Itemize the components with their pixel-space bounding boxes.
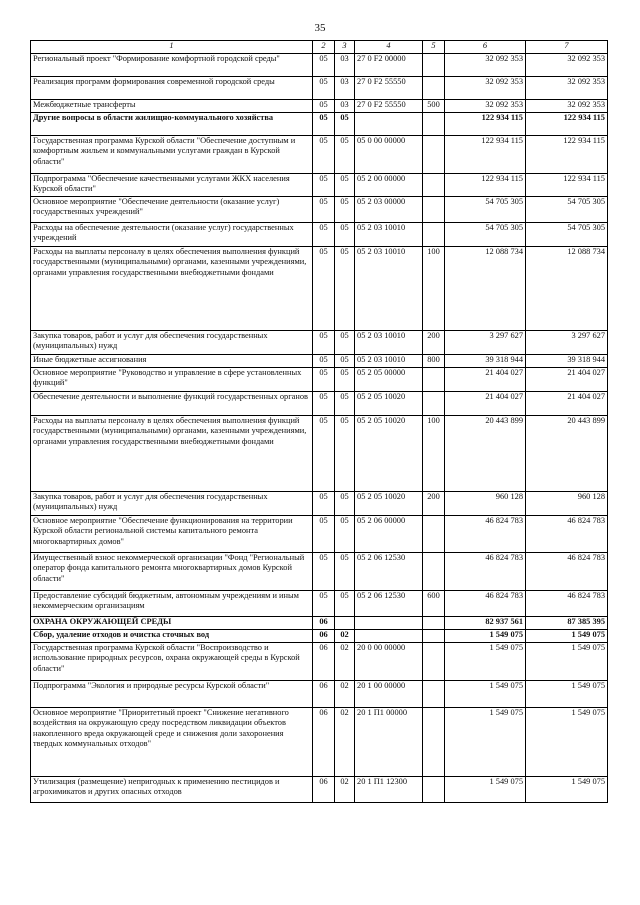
item-name-cell: Имущественный взнос некоммерческой организации "Фонд "Региональный оператор фонда капитального ремонта многоквартирных домов Курской области" [31,553,313,591]
table-row [31,777,608,803]
amount-year-1-cell: 1 549 075 [445,708,526,777]
subsection-code-cell: 05 [335,174,355,197]
amount-year-2-cell: 20 443 899 [526,416,608,492]
table-row [31,355,608,368]
section-code-cell: 05 [313,416,335,492]
section-code-cell: 05 [313,197,335,223]
table-row [31,54,608,77]
expense-type-code-cell [423,136,445,174]
expense-type-code-cell [423,681,445,708]
amount-year-1-cell: 32 092 353 [445,54,526,77]
item-name-cell: Региональный проект "Формирование комфортной городской среды" [31,54,313,77]
subsection-code-cell: 02 [335,630,355,643]
section-code-cell: 05 [313,100,335,113]
section-code-cell: 05 [313,77,335,100]
item-name-cell: Государственная программа Курской области "Воспроизводство и использование природных ресурсов, охрана окружающей среды в Курской области" [31,643,313,681]
amount-year-2-cell: 1 549 075 [526,681,608,708]
section-code-cell: 05 [313,223,335,247]
amount-year-2-cell: 21 404 027 [526,368,608,392]
expense-type-code-cell [423,516,445,553]
section-code-cell: 05 [313,516,335,553]
item-name-cell: Утилизация (размещение) непригодных к применению пестицидов и агрохимикатов и других опасных отходов [31,777,313,803]
item-name-cell: Основное мероприятие "Приоритетный проект "Снижение негативного воздействия на окружающую среду посредством ликвидации объектов накопленного вреда окружающей среде и снижения доли захоронения твердых коммунальных отходов" [31,708,313,777]
target-article-code-cell: 05 2 06 12530 [355,591,423,617]
section-code-cell: 05 [313,113,335,136]
target-article-code-cell: 27 0 F2 55550 [355,100,423,113]
section-code-cell: 06 [313,708,335,777]
expense-type-code-cell: 800 [423,355,445,368]
section-code-cell: 05 [313,392,335,416]
item-name-cell: Закупка товаров, работ и услуг для обеспечения государственных (муниципальных) нужд [31,492,313,516]
section-code-cell: 05 [313,331,335,355]
target-article-code-cell: 20 1 П1 00000 [355,708,423,777]
amount-year-1-cell: 1 549 075 [445,630,526,643]
table-row [31,100,608,113]
target-article-code-cell: 05 2 05 10020 [355,416,423,492]
section-code-cell: 05 [313,247,335,331]
amount-year-1-cell: 1 549 075 [445,643,526,681]
table-row [31,681,608,708]
subsection-code-cell: 02 [335,708,355,777]
item-name-cell: Сбор, удаление отходов и очистка сточных вод [31,630,313,643]
expense-type-code-cell [423,77,445,100]
target-article-code-cell: 05 2 05 10020 [355,492,423,516]
target-article-code-cell: 05 2 03 10010 [355,355,423,368]
column-header: 4 [355,41,423,54]
table-row [31,516,608,553]
expense-type-code-cell: 200 [423,331,445,355]
subsection-code-cell: 05 [335,223,355,247]
table-row [31,392,608,416]
table-row [31,77,608,100]
table-row [31,643,608,681]
item-name-cell: Иные бюджетные ассигнования [31,355,313,368]
amount-year-1-cell: 39 318 944 [445,355,526,368]
subsection-code-cell: 05 [335,113,355,136]
column-header: 6 [445,41,526,54]
target-article-code-cell: 05 0 00 00000 [355,136,423,174]
amount-year-1-cell: 3 297 627 [445,331,526,355]
section-code-cell: 06 [313,681,335,708]
subsection-code-cell: 02 [335,777,355,803]
expense-type-code-cell: 600 [423,591,445,617]
header-row [31,41,608,54]
item-name-cell: Предоставление субсидий бюджетным, автономным учреждениям и иным некоммерческим организациям [31,591,313,617]
item-name-cell: Расходы на выплаты персоналу в целях обеспечения выполнения функций государственными (муниципальными) органами, казенными учреждениями, органами управления государственными внебюджетными фондами [31,247,313,331]
amount-year-1-cell: 32 092 353 [445,77,526,100]
target-article-code-cell [355,617,423,630]
subsection-code-cell: 05 [335,136,355,174]
target-article-code-cell: 20 0 00 00000 [355,643,423,681]
section-code-cell: 05 [313,492,335,516]
item-name-cell: Межбюджетные трансферты [31,100,313,113]
section-code-cell: 05 [313,136,335,174]
section-code-cell: 05 [313,54,335,77]
expense-type-code-cell [423,113,445,136]
expense-type-code-cell [423,777,445,803]
expense-type-code-cell [423,630,445,643]
subsection-code-cell: 05 [335,492,355,516]
section-code-cell: 06 [313,777,335,803]
amount-year-1-cell: 1 549 075 [445,777,526,803]
amount-year-1-cell: 46 824 783 [445,591,526,617]
amount-year-2-cell: 960 128 [526,492,608,516]
column-header: 5 [423,41,445,54]
item-name-cell: Обеспечение деятельности и выполнение функций государственных органов [31,392,313,416]
amount-year-2-cell: 122 934 115 [526,174,608,197]
column-header: 2 [313,41,335,54]
expense-type-code-cell: 100 [423,247,445,331]
section-code-cell: 05 [313,174,335,197]
table-row [31,416,608,492]
subsection-code-cell: 03 [335,77,355,100]
expense-type-code-cell [423,392,445,416]
amount-year-1-cell: 122 934 115 [445,136,526,174]
subsection-code-cell: 05 [335,416,355,492]
item-name-cell: Расходы на обеспечение деятельности (оказание услуг) государственных учреждений [31,223,313,247]
amount-year-2-cell: 46 824 783 [526,516,608,553]
table-row [31,223,608,247]
amount-year-2-cell: 122 934 115 [526,113,608,136]
amount-year-2-cell: 1 549 075 [526,630,608,643]
target-article-code-cell: 05 2 03 10010 [355,331,423,355]
amount-year-2-cell: 32 092 353 [526,100,608,113]
target-article-code-cell: 27 0 F2 00000 [355,54,423,77]
target-article-code-cell: 05 2 00 00000 [355,174,423,197]
target-article-code-cell [355,630,423,643]
section-code-cell: 05 [313,355,335,368]
expense-type-code-cell [423,223,445,247]
item-name-cell: Реализация программ формирования современной городской среды [31,77,313,100]
amount-year-1-cell: 1 549 075 [445,681,526,708]
target-article-code-cell: 05 2 06 00000 [355,516,423,553]
section-code-cell: 06 [313,643,335,681]
amount-year-2-cell: 3 297 627 [526,331,608,355]
section-code-cell: 06 [313,630,335,643]
target-article-code-cell: 20 1 00 00000 [355,681,423,708]
table-row [31,247,608,331]
amount-year-2-cell: 54 705 305 [526,197,608,223]
target-article-code-cell: 05 2 06 12530 [355,553,423,591]
expense-type-code-cell: 100 [423,416,445,492]
subsection-code-cell: 05 [335,591,355,617]
subsection-code-cell: 05 [335,355,355,368]
amount-year-2-cell: 12 088 734 [526,247,608,331]
amount-year-1-cell: 54 705 305 [445,197,526,223]
subsection-code-cell: 05 [335,368,355,392]
target-article-code-cell: 05 2 03 10010 [355,247,423,331]
item-name-cell: Закупка товаров, работ и услуг для обеспечения государственных (муниципальных) нужд [31,331,313,355]
item-name-cell: Другие вопросы в области жилищно-коммунального хозяйства [31,113,313,136]
item-name-cell: Основное мероприятие "Обеспечение функционирования на территории Курской области региональной системы капитального ремонта многоквартирных домов" [31,516,313,553]
amount-year-1-cell: 46 824 783 [445,553,526,591]
subsection-code-cell: 05 [335,392,355,416]
subsection-code-cell [335,617,355,630]
table-row [31,617,608,630]
amount-year-1-cell: 82 937 561 [445,617,526,630]
subsection-code-cell: 05 [335,197,355,223]
page-number: 35 [314,22,326,34]
subsection-code-cell: 05 [335,247,355,331]
target-article-code-cell: 05 2 05 10020 [355,392,423,416]
amount-year-2-cell: 32 092 353 [526,54,608,77]
table-row [31,368,608,392]
amount-year-2-cell: 1 549 075 [526,777,608,803]
amount-year-1-cell: 46 824 783 [445,516,526,553]
amount-year-1-cell: 21 404 027 [445,392,526,416]
table-row [31,708,608,777]
expense-type-code-cell: 200 [423,492,445,516]
table-row [31,174,608,197]
amount-year-1-cell: 32 092 353 [445,100,526,113]
column-header: 1 [31,41,313,54]
subsection-code-cell: 05 [335,516,355,553]
item-name-cell: Расходы на выплаты персоналу в целях обеспечения выполнения функций государственными (муниципальными) органами, казенными учреждениями, органами управления государственными внебюджетными фондами [31,416,313,492]
subsection-code-cell: 05 [335,553,355,591]
amount-year-2-cell: 87 385 395 [526,617,608,630]
amount-year-2-cell: 46 824 783 [526,591,608,617]
amount-year-1-cell: 12 088 734 [445,247,526,331]
subsection-code-cell: 05 [335,331,355,355]
table-row [31,591,608,617]
subsection-code-cell: 02 [335,681,355,708]
amount-year-2-cell: 32 092 353 [526,77,608,100]
table-row [31,492,608,516]
target-article-code-cell: 27 0 F2 55550 [355,77,423,100]
target-article-code-cell: 05 2 05 00000 [355,368,423,392]
table-row [31,553,608,591]
item-name-cell: Основное мероприятие "Обеспечение деятельности (оказание услуг) государственных учреждений" [31,197,313,223]
amount-year-2-cell: 21 404 027 [526,392,608,416]
expense-type-code-cell [423,708,445,777]
item-name-cell: Государственная программа Курской области "Обеспечение доступным и комфортным жильем и коммунальными услугами граждан в Курской области" [31,136,313,174]
target-article-code-cell: 05 2 03 00000 [355,197,423,223]
column-header: 7 [526,41,608,54]
item-name-cell: Подпрограмма "Экология и природные ресурсы Курской области" [31,681,313,708]
target-article-code-cell: 05 2 03 10010 [355,223,423,247]
expense-type-code-cell [423,54,445,77]
amount-year-1-cell: 21 404 027 [445,368,526,392]
target-article-code-cell: 20 1 П1 12300 [355,777,423,803]
expense-type-code-cell [423,617,445,630]
expense-type-code-cell [423,553,445,591]
amount-year-2-cell: 1 549 075 [526,643,608,681]
item-name-cell: Основное мероприятие "Руководство и управление в сфере установленных функций" [31,368,313,392]
expense-type-code-cell [423,197,445,223]
section-code-cell: 05 [313,368,335,392]
subsection-code-cell: 03 [335,54,355,77]
amount-year-1-cell: 54 705 305 [445,223,526,247]
expense-type-code-cell [423,643,445,681]
section-code-cell: 05 [313,553,335,591]
amount-year-2-cell: 39 318 944 [526,355,608,368]
column-header: 3 [335,41,355,54]
expense-type-code-cell [423,368,445,392]
target-article-code-cell [355,113,423,136]
expense-type-code-cell [423,174,445,197]
table-row [31,136,608,174]
amount-year-1-cell: 122 934 115 [445,113,526,136]
amount-year-1-cell: 122 934 115 [445,174,526,197]
subsection-code-cell: 02 [335,643,355,681]
amount-year-2-cell: 46 824 783 [526,553,608,591]
amount-year-1-cell: 20 443 899 [445,416,526,492]
amount-year-1-cell: 960 128 [445,492,526,516]
table-row [31,630,608,643]
subsection-code-cell: 03 [335,100,355,113]
table-row [31,113,608,136]
table-body [31,54,608,803]
item-name-cell: Подпрограмма "Обеспечение качественными услугами ЖКХ населения Курской области" [31,174,313,197]
section-code-cell: 06 [313,617,335,630]
table-row [31,331,608,355]
amount-year-2-cell: 122 934 115 [526,136,608,174]
table-row [31,197,608,223]
budget-table [30,40,608,803]
amount-year-2-cell: 54 705 305 [526,223,608,247]
amount-year-2-cell: 1 549 075 [526,708,608,777]
expense-type-code-cell: 500 [423,100,445,113]
section-code-cell: 05 [313,591,335,617]
item-name-cell: ОХРАНА ОКРУЖАЮЩЕЙ СРЕДЫ [31,617,313,630]
